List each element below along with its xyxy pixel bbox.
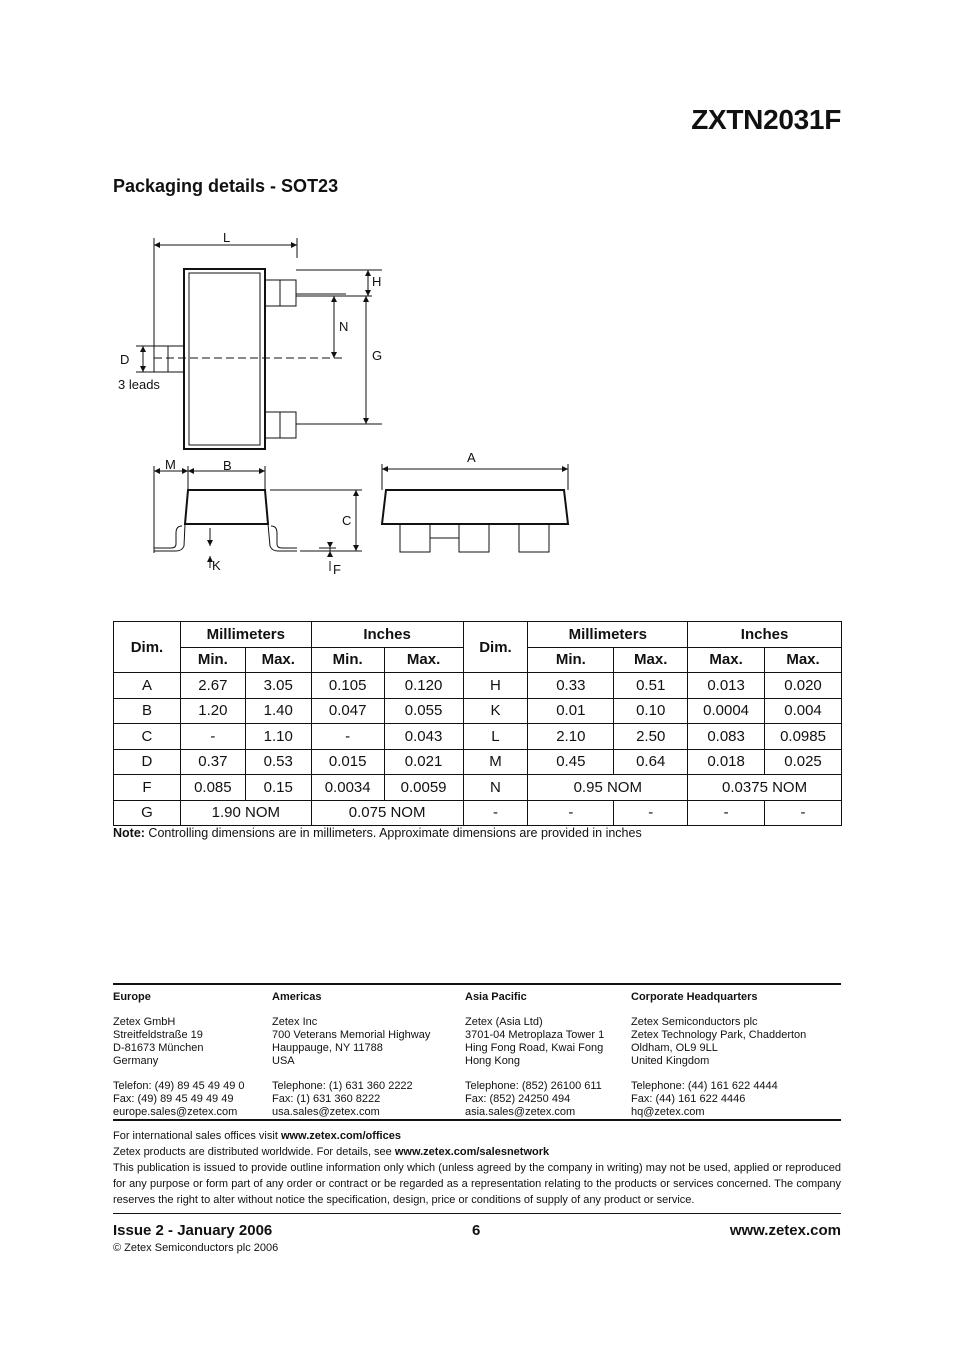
table-cell: L [463,724,528,750]
table-cell: 0.53 [245,749,311,775]
footer-rule [113,1213,841,1214]
address-line: United Kingdom [631,1055,710,1067]
email-link[interactable]: usa.sales@zetex.com [272,1106,380,1118]
col-mm-max-right: Max. [614,647,688,673]
dim-label-f: F [333,562,341,577]
table-cell: - [528,800,614,826]
part-number: ZXTN2031F [691,104,841,135]
address-line: Hing Fong Road, Kwai Fong [465,1042,604,1054]
table-cell: 0.0059 [384,775,463,801]
address-line: Zetex Inc [272,1016,318,1028]
table-cell: 0.004 [765,698,842,724]
table-cell: 0.075 NOM [311,800,463,826]
table-cell: - [765,800,842,826]
table-cell: 0.95 NOM [528,775,688,801]
address-line: D-81673 München [113,1042,204,1054]
table-header-row [114,622,842,648]
contact-line: Telefon: (49) 89 45 49 49 0 [113,1080,245,1092]
table-row [114,749,842,775]
table-cell: - [311,724,384,750]
address-line: Zetex Technology Park, Chadderton [631,1029,807,1041]
col-in: Inches [311,622,463,648]
office-americas [272,991,430,1119]
table-cell: - [688,800,765,826]
table-cell: 0.047 [311,698,384,724]
col-in-first-right: Max. [688,647,765,673]
dimensions-table [113,621,842,826]
table-cell: F [114,775,181,801]
dim-label-n: N [339,319,349,334]
legal-block [113,1128,841,1208]
dim-label-g: G [372,348,383,363]
office-asia-pacific [465,991,604,1119]
issue-date: Issue 2 - January 2006 [113,1222,273,1239]
table-cell: 1.10 [245,724,311,750]
table-cell: D [114,749,181,775]
table-cell: 0.105 [311,673,384,699]
table-cell: B [114,698,181,724]
offices-link[interactable]: www.zetex.com/offices [280,1130,401,1142]
dim-label-k: K [212,558,221,573]
table-cell: 2.67 [180,673,245,699]
table-cell: 0.0985 [765,724,842,750]
contact-line: Fax: (49) 89 45 49 49 49 [113,1093,234,1105]
table-row [114,800,842,826]
table-cell: 0.013 [688,673,765,699]
office-heading: Americas [272,991,322,1003]
page-number: 6 [472,1222,481,1239]
table-cell: H [463,673,528,699]
table-cell: 1.40 [245,698,311,724]
address-line: Zetex GmbH [113,1016,176,1028]
salesnetwork-link[interactable]: www.zetex.com/salesnetwork [394,1146,550,1158]
dim-label-l: L [223,230,231,245]
table-cell: M [463,749,528,775]
table-cell: 0.51 [614,673,688,699]
contact-line: Telephone: (44) 161 622 4444 [631,1080,778,1092]
table-cell: 0.055 [384,698,463,724]
address-line: Germany [113,1055,159,1067]
contact-line: Telephone: (1) 631 360 2222 [272,1080,413,1092]
table-cell: - [180,724,245,750]
note-label: Note: [113,826,145,840]
section-title: Packaging details - SOT23 [113,176,339,196]
address-line: Zetex (Asia Ltd) [465,1016,543,1028]
table-cell: 0.085 [180,775,245,801]
table-row [114,775,842,801]
table-cell: N [463,775,528,801]
table-cell: 0.45 [528,749,614,775]
package-drawing [110,228,580,588]
table-cell: 0.021 [384,749,463,775]
table-cell: 1.20 [180,698,245,724]
col-mm-min: Min. [180,647,245,673]
table-cell: 0.15 [245,775,311,801]
table-cell: 3.05 [245,673,311,699]
address-line: Zetex Semiconductors plc [631,1016,758,1028]
table-cell: A [114,673,181,699]
contact-line: Fax: (1) 631 360 8222 [272,1093,381,1105]
contact-line: Fax: (852) 24250 494 [465,1093,571,1105]
address-line: 700 Veterans Memorial Highway [272,1029,431,1041]
offices-bottom-rule [113,1119,841,1121]
dim-label-b: B [223,458,232,473]
dim-label-d: D [120,352,130,367]
table-cell: 0.120 [384,673,463,699]
table-cell: G [114,800,181,826]
table-cell: 0.043 [384,724,463,750]
col-mm-right: Millimeters [528,622,688,648]
table-cell: 0.0034 [311,775,384,801]
note-text: Controlling dimensions are in millimeters. Approximate dimensions are provided in inches [144,826,642,840]
dist-text: Zetex products are distributed worldwide. For details, see [113,1146,395,1158]
office-corporate-hq [631,991,806,1119]
col-dim: Dim. [114,622,181,673]
table-cell: 0.020 [765,673,842,699]
table-cell: 2.50 [614,724,688,750]
intl-text: For international sales offices visit [113,1130,281,1142]
office-heading: Corporate Headquarters [631,991,758,1003]
col-in-right: Inches [688,622,842,648]
email-link[interactable]: europe.sales@zetex.com [113,1106,238,1118]
office-europe [113,991,244,1119]
col-in-min: Min. [311,647,384,673]
table-cell: - [614,800,688,826]
email-link[interactable]: hq@zetex.com [631,1106,705,1118]
table-cell: K [463,698,528,724]
address-line: Streitfeldstraße 19 [113,1029,203,1041]
dim-label-c: C [342,513,352,528]
table-cell: 0.37 [180,749,245,775]
table-row [114,673,842,699]
dim-label-a: A [467,450,476,465]
office-heading: Europe [113,991,151,1003]
col-mm-max: Max. [245,647,311,673]
table-cell: 1.90 NOM [180,800,311,826]
address-line: 3701-04 Metroplaza Tower 1 [465,1029,605,1041]
table-cell: C [114,724,181,750]
contact-line: Fax: (44) 161 622 4446 [631,1093,746,1105]
address-line: Oldham, OL9 9LL [631,1042,718,1054]
address-line: USA [272,1055,295,1067]
copyright: © Zetex Semiconductors plc 2006 [113,1242,279,1254]
office-heading: Asia Pacific [465,991,527,1003]
email-link[interactable]: asia.sales@zetex.com [465,1106,576,1118]
table-cell: 0.018 [688,749,765,775]
table-cell: 0.015 [311,749,384,775]
table-row [114,698,842,724]
table-note [113,826,642,840]
table-cell: 0.64 [614,749,688,775]
dim-label-leads: 3 leads [118,377,160,392]
disclaimer-text: This publication is issued to provide outline information only which (unless agreed by the company in writing) may not be used, applied or reproduced for any purpose or form part of any order or contract or be regarded as a representation relating to the products or services concerned. The company reserves the right to alter without notice the specification, design, price or conditions of supply of any product or service. [113,1162,841,1206]
table-cell: 0.01 [528,698,614,724]
table-cell: 0.0375 NOM [688,775,842,801]
table-cell: 0.10 [614,698,688,724]
table-cell: 0.025 [765,749,842,775]
table-row [114,724,842,750]
address-line: Hauppauge, NY 11788 [272,1042,383,1054]
col-dim-right: Dim. [463,622,528,673]
col-mm-min-right: Min. [528,647,614,673]
table-cell: - [463,800,528,826]
table-cell: 0.33 [528,673,614,699]
col-mm: Millimeters [180,622,311,648]
dim-label-m: M [165,457,176,472]
address-line: Hong Kong [465,1055,521,1067]
dim-label-h: H [372,274,382,289]
website-link[interactable]: www.zetex.com [729,1222,841,1239]
footer-top-rule [113,983,841,985]
table-cell: 0.083 [688,724,765,750]
col-in-second-right: Max. [765,647,842,673]
table-cell: 0.0004 [688,698,765,724]
contact-line: Telephone: (852) 26100 611 [465,1080,602,1092]
col-in-max: Max. [384,647,463,673]
table-cell: 2.10 [528,724,614,750]
